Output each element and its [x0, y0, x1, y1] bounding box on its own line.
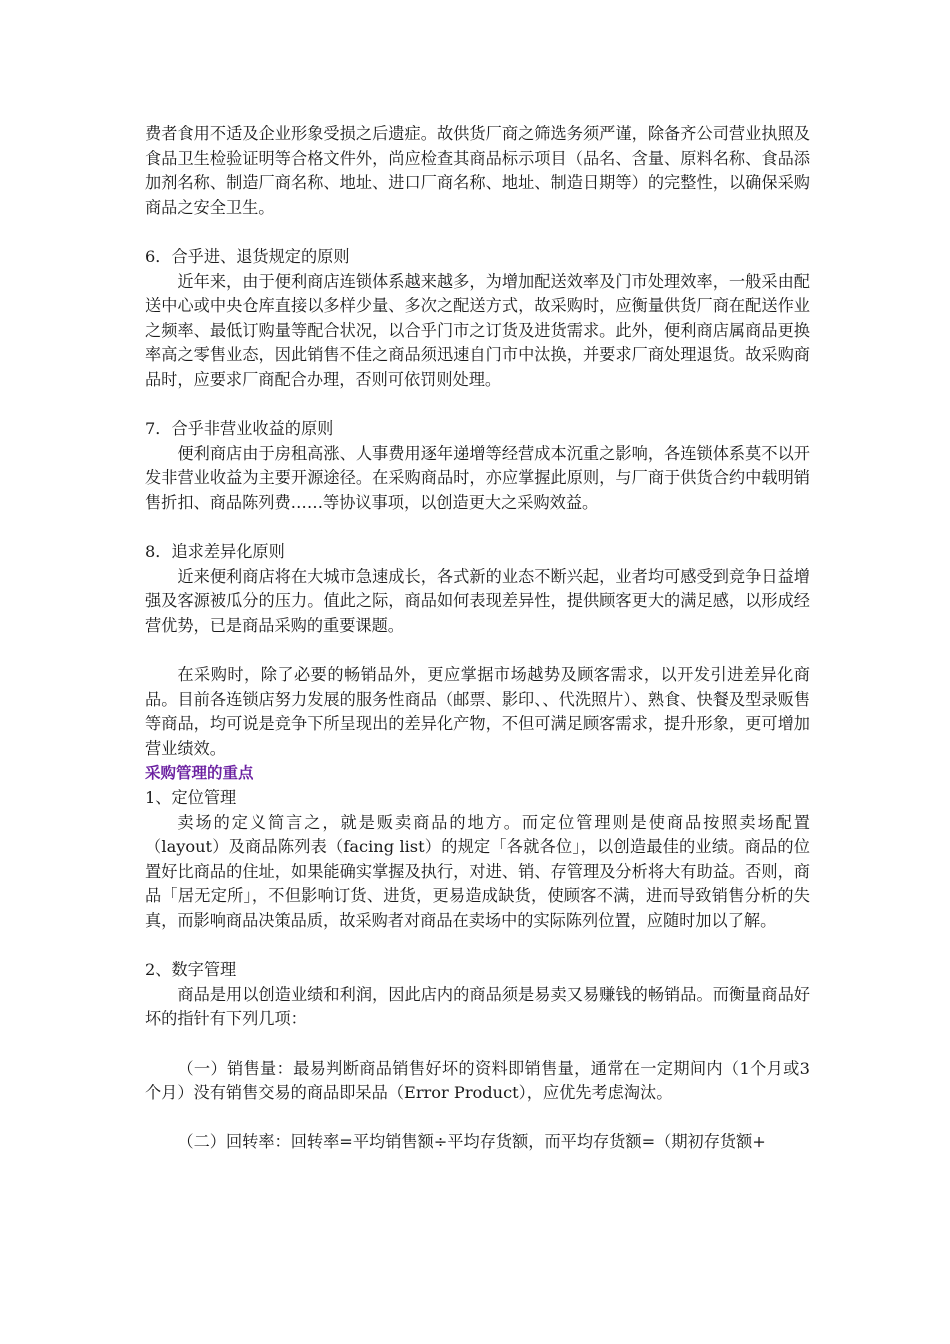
- paragraph-number-management: 商品是用以创造业绩和利润，因此店内的商品须是易卖又易赚钱的畅销品。而衡量商品好坏的指针有下列几项：: [145, 984, 810, 1029]
- paragraph-location-management: 卖场的定义简言之，就是贩卖商品的地方。而定位管理则是使商品按照卖场配置（layout）及商品陈列表（facing list）的规定「各就各位」，以创造最佳的业绩。商品的位置好比商品的住址，如果能确实掌握及执行，对进、销、存管理及分析将大有助益。否则，商品「居无定所」，不但影响订货、进货，更易造成缺货，使顾客不满，进而导致销售分析的失真，而影响商品决策品质，故采购者对商品在卖场中的实际陈列位置，应随时加以了解。: [145, 812, 810, 930]
- heading-number-management: 2、数字管理: [145, 960, 237, 980]
- paragraph-principle-7: 便利商店由于房租高涨、人事费用逐年递增等经营成本沉重之影响，各连锁体系莫不以开发非营业收益为主要开源途径。在采购商品时，亦应掌握此原则，与厂商于供货合约中载明销售折扣、商品陈列费……等协议事项，以创造更大之采购效益。: [145, 443, 810, 512]
- paragraph-food-safety: 费者食用不适及企业形象受损之后遗症。故供货厂商之筛选务须严谨，除备齐公司营业执照及食品卫生检验证明等合格文件外，尚应检查其商品标示项目（品名、含量、原料名称、食品添加剂名称、制造厂商名称、地址、进口厂商名称、地址、制造日期等）的完整性，以确保采购商品之安全卫生。: [145, 124, 810, 217]
- heading-location-management: 1、定位管理: [145, 788, 237, 808]
- heading-principle-8: 8．追求差异化原则: [145, 542, 285, 562]
- spacer: [145, 1032, 810, 1057]
- spacer: [145, 638, 810, 663]
- spacer: [145, 220, 810, 245]
- spacer: [145, 934, 810, 959]
- document-page: [145, 122, 810, 1155]
- spacer: [145, 1106, 810, 1131]
- paragraph-principle-8a: 近来便利商店将在大城市急速成长，各式新的业态不断兴起，业者均可感受到竞争日益增强及客源被瓜分的压力。值此之际，商品如何表现差异性，提供顾客更大的满足感，以形成经营优势，已是商品采购的重要课题。: [145, 566, 810, 635]
- heading-principle-6: 6．合乎进、退货规定的原则: [145, 246, 350, 266]
- paragraph-sales-volume: （一）销售量：最易判断商品销售好坏的资料即销售量，通常在一定期间内（1个月或3个月）没有销售交易的商品即呆品（Error Product），应优先考虑淘汰。: [145, 1058, 810, 1103]
- heading-principle-7: 7．合乎非营业收益的原则: [145, 419, 334, 439]
- paragraph-principle-6: 近年来，由于便利商店连锁体系越来越多，为增加配送效率及门市处理效率，一般采由配送中心或中央仓库直接以多样少量、多次之配送方式，故采购时，应衡量供货厂商在配送作业之频率、最低订购量等配合状况，以合乎门市之订货及进货需求。此外，便利商店属商品更换率高之零售业态，因此销售不佳之商品须迅速自门市中汰换，并要求厂商处理退货。故采购商品时，应要求厂商配合办理，否则可依罚则处理。: [145, 271, 810, 389]
- spacer: [145, 516, 810, 541]
- paragraph-principle-8b: 在采购时，除了必要的畅销品外，更应掌据市场越势及顾客需求，以开发引进差异化商品。目前各连锁店努力发展的服务性商品（邮票、影印、、代洗照片）、熟食、快餐及型录贩售等商品，均可说是竞争下所呈现出的差异化产物，不但可满足顾客需求，提升形象，更可增加营业绩效。: [145, 665, 810, 758]
- section-title-purchasing: 采购管理的重点: [145, 764, 254, 783]
- paragraph-turnover-rate: （二）回转率：回转率=平均销售额÷平均存货额，而平均存货额=（期初存货额+: [177, 1132, 766, 1152]
- spacer: [145, 393, 810, 418]
